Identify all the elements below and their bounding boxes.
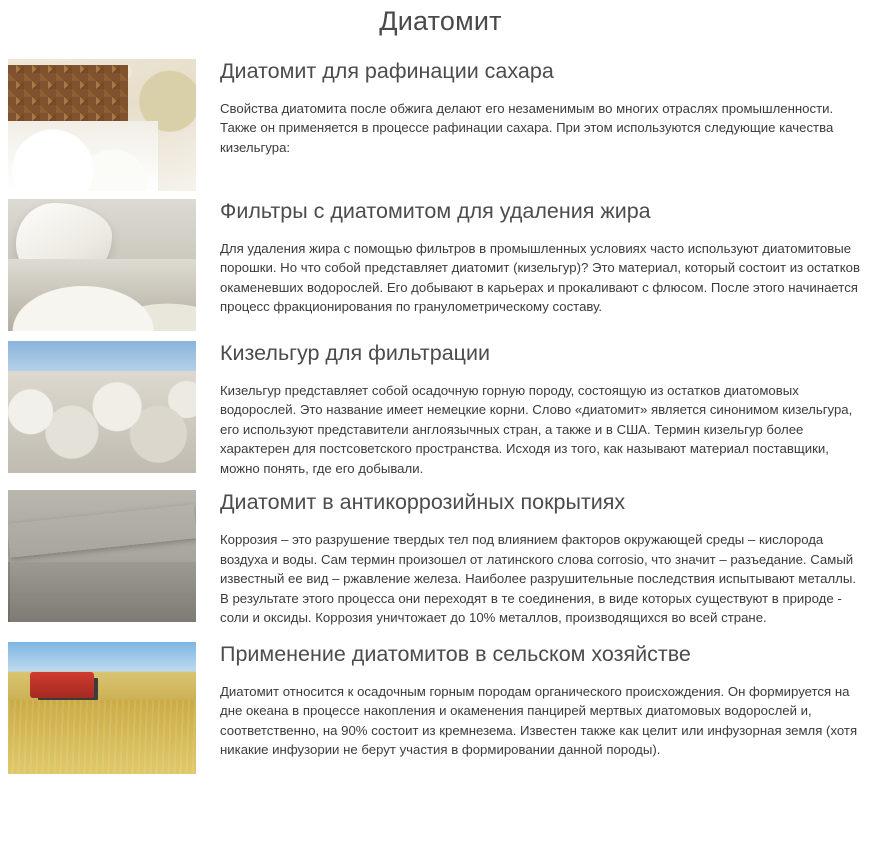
article-section <box>0 341 881 478</box>
kieselguhr-quarry-photo[interactable] <box>8 341 196 473</box>
article-text-column <box>196 199 881 317</box>
article-text-column <box>196 642 881 760</box>
article-heading: Диатомит в антикоррозийных покрытиях <box>220 490 626 515</box>
page-title: Диатомит <box>379 6 502 36</box>
article-thumbnail-column <box>0 490 196 622</box>
article-paragraph: Диатомит относится к осадочным горным породам органического происхождения. Он формируется на дне океана в процессе накопления и окаменения панцирей мертвых диатомовых водорослей и, соответственно, на 90% состоит из кремнезема. Известен также как целит или инфузорная земля (хотя никакие инфузории не берут участия в формировании данной породы). <box>220 683 858 758</box>
article-thumbnail-column <box>0 199 196 331</box>
article-text-column <box>196 490 881 627</box>
article-paragraph: Свойства диатомита после обжига делают его незаменимым во многих отраслях промышленности. Также он применяется в процессе рафинации сахара. При этом используются следующие качества кизельгура: <box>220 100 834 155</box>
corroded-metal-beam-photo[interactable] <box>8 490 196 622</box>
article-section <box>0 199 881 331</box>
article-text-column <box>196 341 881 478</box>
article-section <box>0 490 881 627</box>
article-thumbnail-column <box>0 59 196 191</box>
article-paragraph: Кизельгур представляет собой осадочную горную породу, состоящую из остатков диатомовых водорослей. Это название имеет немецкие корни. Слово «диатомит» является синонимом кизельгура, его используют представители англоязычных стран, а также и в США. Термин кизельгур более характерен для постсоветского пространства. Исходя из того, как называют материал поставщики, можно понять, где его добывали. <box>220 382 853 476</box>
article-section <box>0 642 881 774</box>
article-heading: Применение диатомитов в сельском хозяйстве <box>220 641 691 666</box>
wheat-field-harvester-photo[interactable] <box>8 642 196 774</box>
article-text-column <box>196 59 881 157</box>
article-heading: Фильтры с диатомитом для удаления жира <box>220 199 651 223</box>
article-heading: Диатомит для рафинации сахара <box>220 59 554 83</box>
article-thumbnail-column <box>0 341 196 473</box>
diatomite-powder-photo[interactable] <box>8 199 196 331</box>
article-section <box>0 59 881 191</box>
article-thumbnail-column <box>0 642 196 774</box>
article-paragraph: Для удаления жира с помощью фильтров в промышленных условиях часто используют диатомитовые порошки. Но что собой представляет диатомит (кизельгур)? Это материал, который состоит из остатков окаменевших водорослей. Его добывают в карьерах и прокаливают с флюсом. После этого начинается процесс фракционирования по гранулометрическому составу. <box>220 240 860 315</box>
diatomite-sugar-crystals-photo[interactable] <box>8 59 196 191</box>
article-heading: Кизельгур для фильтрации <box>220 341 490 365</box>
article-paragraph: Коррозия – это разрушение твердых тел под влиянием факторов окружающей среды – кислорода воздуха и воды. Сам термин произошел от латинского слова corrosio, что значит – разъедание. Самый известный ее вид – ржавление железа. Наиболее разрушительные последствия испытывают металлы. В результате этого процесса они переходят в те соединения, в виде которых существуют в природе - соли и оксиды. Коррозия уничтожает до 10% металлов, производящихся во всей стране. <box>220 532 857 626</box>
